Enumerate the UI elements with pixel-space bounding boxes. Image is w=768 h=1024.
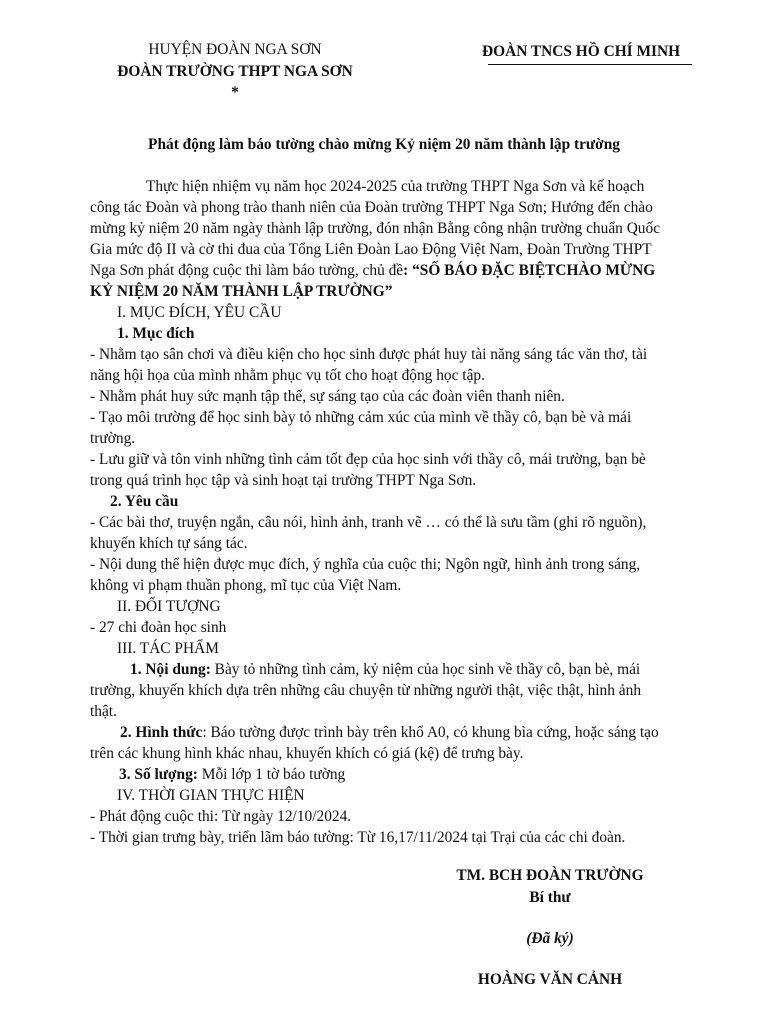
content-label: 1. Nội dung: (130, 661, 211, 678)
form-text-1: : Báo tường được trình bày trên khổ A0, có khung bìa cứng, hoặc sáng tạo (202, 724, 659, 741)
form-label: 2. Hình thức (120, 724, 203, 741)
quantity-label: 3. Số lượng: (119, 766, 198, 783)
content-line-1 (130, 659, 640, 680)
requirement-line-2: khuyến khích tự sáng tác. (90, 535, 248, 552)
purpose-line-5: trường. (90, 430, 136, 447)
intro-theme-end: KỶ NIỆM 20 NĂM THÀNH LẬP TRƯỜNG” (90, 283, 393, 300)
purpose-line-1: - Nhằm tạo sân chơi và điều kiện cho học sinh được phát huy tài năng sáng tác văn thơ, tài (90, 346, 648, 363)
header-right-underline (488, 64, 692, 65)
purpose-line-2: năng hội họa của mình nhằm phục vụ tốt cho hoạt động học tập. (90, 367, 485, 384)
intro-theme-start: : “SỐ BÁO ĐẶC BIỆTCHÀO MỪNG (403, 262, 656, 279)
intro-line-1: Thực hiện nhiệm vụ năm học 2024-2025 của trường THPT Nga Sơn và kế hoạch (146, 178, 645, 195)
content-text-1: Bày tỏ những tình cảm, kỷ niệm của học sinh về thầy cô, bạn bè, mái (210, 661, 641, 678)
header-left-line2: ĐOÀN TRƯỜNG THPT NGA SƠN (117, 63, 353, 80)
intro-line-5-prefix: Nga Sơn phát động cuộc thi làm báo tường, chủ đề (90, 262, 404, 279)
intro-line-4: Gia mức độ II và cờ thi đua của Tổng Liên Đoàn Lao Động Việt Nam, Đoàn Trường THPT (90, 241, 652, 258)
form-line-2: trên các khung hình khác nhau, khuyến khích có giá (kệ) để trưng bày. (90, 745, 524, 762)
purpose-line-7: trong quá trình học tập và sinh hoạt tại trường THPT Nga Sơn. (90, 472, 477, 489)
requirement-line-3: - Nội dung thể hiện được mục đích, ý nghĩa của cuộc thi; Ngôn ngữ, hình ảnh trong sáng, (90, 556, 641, 573)
signature-name: HOÀNG VĂN CẢNH (477, 971, 623, 988)
intro-line-5 (90, 260, 655, 281)
time-line-1: - Phát động cuộc thi: Từ ngày 12/10/2024. (90, 808, 352, 825)
signature-role: Bí thư (529, 889, 571, 906)
quantity-text: Mỗi lớp 1 tờ báo tường (197, 766, 346, 783)
section4-heading: IV. THỜI GIAN THỰC HIỆN (117, 787, 305, 804)
quantity-line (119, 764, 345, 785)
section1-sub1: 1. Mục đích (117, 325, 195, 342)
requirement-line-1: - Các bài thơ, truyện ngắn, câu nói, hình ảnh, tranh vẽ … có thể là sưu tầm (ghi rõ nguồn), (90, 514, 647, 531)
requirement-line-4: không vi phạm thuần phong, mĩ tục của Việt Nam. (90, 577, 402, 594)
section2-heading: II. ĐỐI TƯỢNG (117, 598, 221, 615)
header-left-star: * (231, 84, 239, 101)
purpose-line-3: - Nhằm phát huy sức mạnh tập thể, sự sáng tạo của các đoàn viên thanh niên. (90, 388, 565, 405)
form-line-1 (120, 722, 659, 743)
signature-org: TM. BCH ĐOÀN TRƯỜNG (456, 867, 644, 884)
purpose-line-4: - Tạo môi trường để học sinh bày tỏ những cảm xúc của mình về thầy cô, bạn bè và mái (90, 409, 632, 426)
section1-sub2: 2. Yêu cầu (110, 493, 179, 510)
section1-heading: I. MỤC ĐÍCH, YÊU CẦU (117, 304, 282, 321)
intro-line-3: mừng kỷ niệm 20 năm ngày thành lập trường, đón nhận Bằng công nhận trường chuẩn Quốc (90, 220, 661, 237)
header-left-line1: HUYỆN ĐOÀN NGA SƠN (148, 41, 322, 58)
intro-line-2: công tác Đoàn và phong trào thanh niên của Đoàn trường THPT Nga Sơn; Hướng đến chào (90, 199, 653, 216)
purpose-line-6: - Lưu giữ và tôn vinh những tình cảm tốt đẹp của học sinh với thầy cô, mái trường, bạn bè (90, 451, 646, 468)
header-right-line1: ĐOÀN TNCS HỒ CHÍ MINH (482, 43, 681, 60)
content-line-3: thật. (90, 703, 117, 720)
content-line-2: trường, khuyến khích dựa trên những câu chuyện từ những người thật, việc thật, hình ảnh (90, 682, 642, 699)
section3-heading: III. TÁC PHẨM (117, 640, 219, 657)
signature-signed: (Đã ký) (526, 930, 574, 947)
time-line-2: - Thời gian trưng bày, triển lãm báo tường: Từ 16,17/11/2024 tại Trại của các chi đoàn. (90, 829, 626, 846)
section2-item: - 27 chi đoàn học sinh (90, 619, 227, 636)
document-title: Phát động làm báo tường chào mừng Kỷ niệm 20 năm thành lập trường (148, 136, 620, 153)
